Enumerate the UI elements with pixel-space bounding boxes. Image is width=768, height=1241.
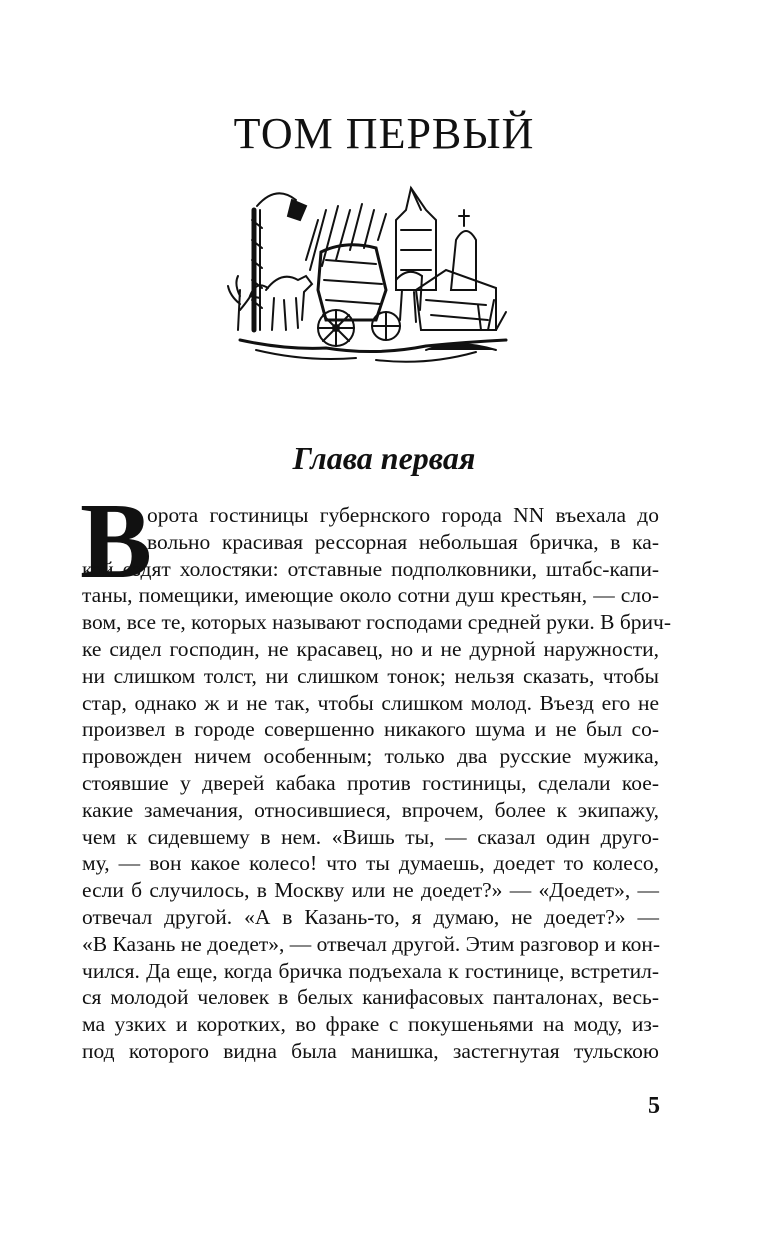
text-line: ся молодой человек в белых канифасовых панталонах, весь- [82,985,659,1010]
text-line: если б случилось, в Москву или не доедет?» — «Доедет», — [82,878,659,903]
text-line: под которого видна была манишка, застегнутая тульскою [82,1038,659,1063]
text-line: провожден ничем особенным; только два русские мужика, [82,744,659,769]
text-line: чился. Да еще, когда бричка подъехала к гостинице, встретил- [82,958,659,983]
text-line: «В Казань не доедет», — отвечал другой. Этим разговор и кон- [82,931,661,956]
text-line: отвечал другой. «А в Казань-то, я думаю, не доедет?» — [82,904,659,929]
text-line: ма узких и коротких, во фраке с покушеньями на моду, из- [82,1012,659,1037]
text-line: таны, помещики, имеющие около сотни душ крестьян, — сло- [82,583,659,608]
text-line: ни слишком толст, ни слишком тонок; нельзя сказать, чтобы [82,663,659,688]
text-line: кой ездят холостяки: отставные подполковники, штабс-капи- [82,556,659,581]
text-line: вом, все те, которых называют господами средней руки. В брич- [82,610,672,635]
illustration-carriage-church [226,180,516,380]
text-line: орота гостиницы губернского города NN въехала до [147,503,659,527]
text-line: чем к сидевшему в нем. «Вишь ты, — сказал один друго- [82,824,659,849]
drop-cap: В [80,482,153,601]
text-line: ке сидел господин, не красавец, но и не дурной наружности, [82,636,659,661]
body-text [82,502,672,1065]
text-line: стар, однако ж и не так, чтобы слишком молод. Въезд его не [82,690,659,715]
volume-title: ТОМ ПЕРВЫЙ [233,109,535,158]
text-line: произвел в городе совершенно никакого шума и не был со- [82,717,659,742]
text-line: вольно красивая рессорная небольшая бричка, в ка- [147,529,659,554]
text-line: какие замечания, относившиеся, впрочем, более к экипажу, [82,797,659,822]
chapter-title: Глава первая [292,440,476,476]
page-number: 5 [648,1093,660,1119]
text-line: му, — вон какое колесо! что ты думаешь, доедет то колесо, [82,851,659,876]
text-line: стоявшие у дверей кабака против гостиницы, сделали кое- [82,770,659,795]
